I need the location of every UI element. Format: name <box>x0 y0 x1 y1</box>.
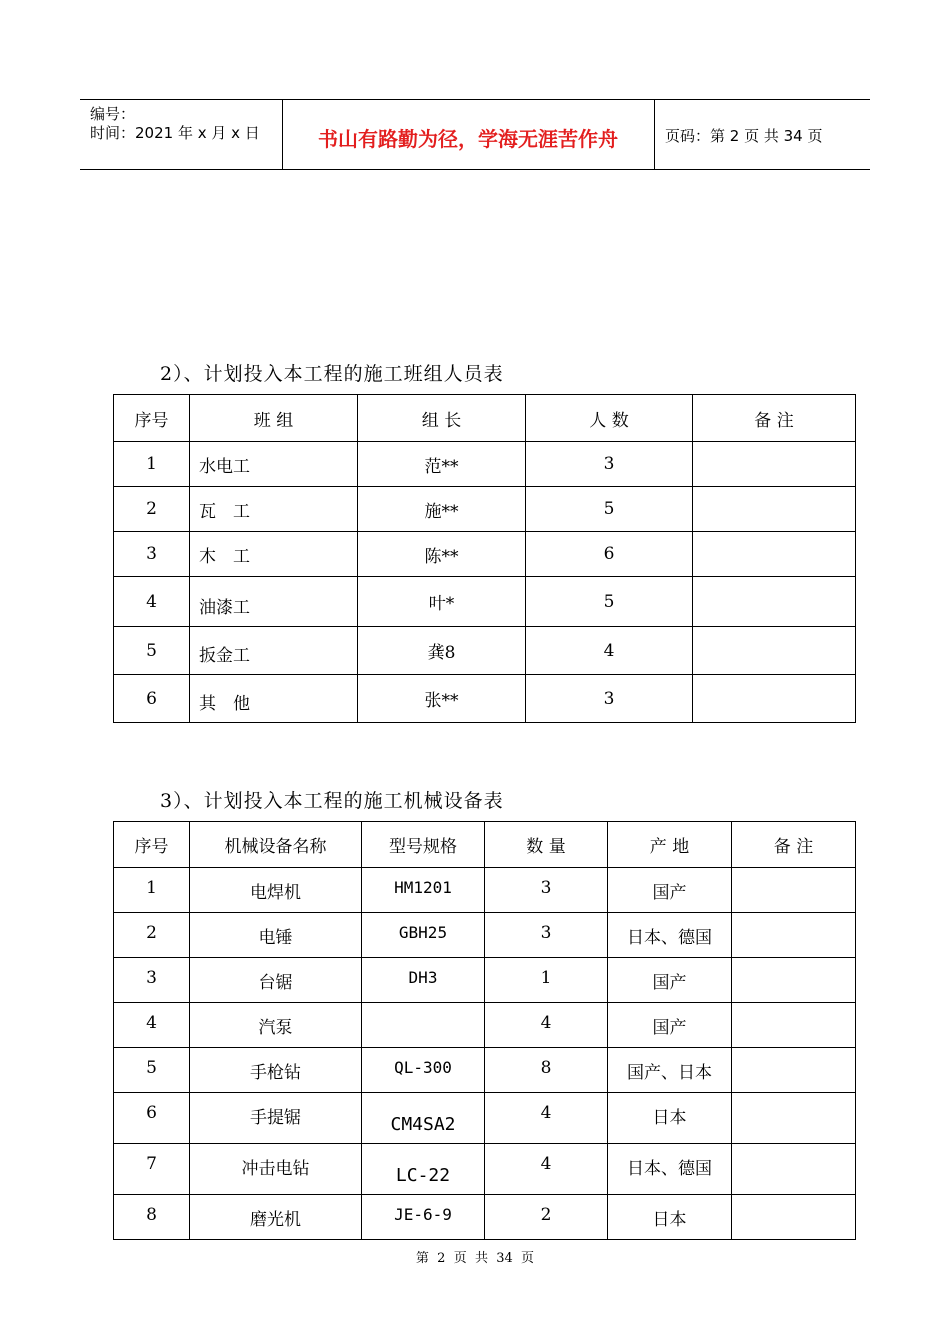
table-row <box>114 1093 856 1144</box>
table-row <box>114 1048 856 1093</box>
table-cell: 3 <box>485 868 608 913</box>
table-cell: LC-22 <box>362 1144 485 1195</box>
table-cell: 5 <box>114 1048 190 1093</box>
section2-title: 2）、计划投入本工程的施工班组人员表 <box>160 363 504 385</box>
table-cell: 2 <box>485 1195 608 1240</box>
motto-text: 书山有路勤为径，学海无涯苦作舟 <box>318 127 618 151</box>
table-cell: 水电工 <box>190 442 358 487</box>
page-footer: 第 2 页 共 34 页 <box>415 1251 535 1266</box>
page-header <box>80 99 870 170</box>
equipment-header-cell: 机械设备名称 <box>190 822 362 868</box>
table-cell: 2 <box>114 913 190 958</box>
table-cell: 2 <box>114 487 190 532</box>
table-cell: 4 <box>526 627 693 675</box>
table-cell: 3 <box>526 442 693 487</box>
table-cell: 6 <box>114 675 190 723</box>
table-cell <box>732 1144 856 1195</box>
table-cell: 4 <box>485 1003 608 1048</box>
equipment-table <box>113 821 856 1240</box>
table-cell: 电锤 <box>190 913 362 958</box>
table-row <box>114 532 856 577</box>
equipment-header-cell: 产 地 <box>608 822 732 868</box>
table-cell: 其 他 <box>190 675 358 723</box>
document-time-label: 时间：2021 年 x 月 x 日 <box>90 124 260 142</box>
table-cell: 电焊机 <box>190 868 362 913</box>
page-indicator: 页码：第 2 页 共 34 页 <box>665 127 823 145</box>
table-cell: 木 工 <box>190 532 358 577</box>
table-row <box>114 577 856 627</box>
table-row <box>114 627 856 675</box>
table-cell: 国产 <box>608 958 732 1003</box>
table-cell <box>732 1195 856 1240</box>
table-cell: 扳金工 <box>190 627 358 675</box>
table-cell: 日本、德国 <box>608 1144 732 1195</box>
table-cell: 冲击电钻 <box>190 1144 362 1195</box>
equipment-header-cell: 数 量 <box>485 822 608 868</box>
table-cell: 叶* <box>358 577 526 627</box>
table-cell: 8 <box>485 1048 608 1093</box>
crew-table <box>113 394 856 723</box>
table-cell <box>693 487 856 532</box>
crew-header-cell: 备 注 <box>693 395 856 442</box>
equipment-header-cell: 序号 <box>114 822 190 868</box>
table-cell <box>732 1093 856 1144</box>
table-row <box>114 675 856 723</box>
table-cell: 8 <box>114 1195 190 1240</box>
table-cell: 5 <box>526 487 693 532</box>
table-row <box>114 1195 856 1240</box>
table-cell: 施** <box>358 487 526 532</box>
table-cell: 1 <box>114 868 190 913</box>
crew-header-cell: 人 数 <box>526 395 693 442</box>
document-number-label: 编号： <box>90 105 136 123</box>
table-cell: 1 <box>485 958 608 1003</box>
header-motto-cell <box>282 100 655 169</box>
table-cell <box>362 1003 485 1048</box>
table-cell: CM4SA2 <box>362 1093 485 1144</box>
table-cell: 瓦 工 <box>190 487 358 532</box>
table-cell: 1 <box>114 442 190 487</box>
table-cell: 7 <box>114 1144 190 1195</box>
equipment-table-header-row <box>114 822 856 868</box>
table-cell: 3 <box>114 958 190 1003</box>
table-cell: 5 <box>526 577 693 627</box>
table-cell <box>732 1048 856 1093</box>
table-cell: 日本 <box>608 1093 732 1144</box>
table-cell <box>693 627 856 675</box>
header-info-cell <box>80 100 283 169</box>
table-row <box>114 487 856 532</box>
table-cell <box>732 1003 856 1048</box>
table-cell: 龚8 <box>358 627 526 675</box>
table-cell: DH3 <box>362 958 485 1003</box>
crew-header-cell: 班 组 <box>190 395 358 442</box>
equipment-header-cell: 型号规格 <box>362 822 485 868</box>
table-cell: 国产、日本 <box>608 1048 732 1093</box>
table-cell: 国产 <box>608 1003 732 1048</box>
table-cell <box>732 868 856 913</box>
table-row <box>114 958 856 1003</box>
table-cell: QL-300 <box>362 1048 485 1093</box>
table-cell <box>693 442 856 487</box>
table-cell: 4 <box>114 577 190 627</box>
crew-header-cell: 序号 <box>114 395 190 442</box>
table-cell: GBH25 <box>362 913 485 958</box>
table-cell: 4 <box>485 1093 608 1144</box>
section3-title: 3）、计划投入本工程的施工机械设备表 <box>160 790 504 812</box>
table-row <box>114 1144 856 1195</box>
table-cell: 4 <box>114 1003 190 1048</box>
table-row <box>114 868 856 913</box>
table-cell: 3 <box>526 675 693 723</box>
table-cell: 手枪钻 <box>190 1048 362 1093</box>
table-cell: 范** <box>358 442 526 487</box>
table-cell: 6 <box>114 1093 190 1144</box>
table-cell: 汽泵 <box>190 1003 362 1048</box>
table-cell: 张** <box>358 675 526 723</box>
table-row <box>114 1003 856 1048</box>
table-cell <box>693 532 856 577</box>
table-cell: JE-6-9 <box>362 1195 485 1240</box>
table-cell: 台锯 <box>190 958 362 1003</box>
table-cell: 日本 <box>608 1195 732 1240</box>
table-cell: 陈** <box>358 532 526 577</box>
table-cell: 国产 <box>608 868 732 913</box>
table-cell: 6 <box>526 532 693 577</box>
table-cell <box>732 913 856 958</box>
table-row <box>114 442 856 487</box>
crew-table-header-row <box>114 395 856 442</box>
table-cell: 3 <box>485 913 608 958</box>
table-cell: 手提锯 <box>190 1093 362 1144</box>
table-cell: 日本、德国 <box>608 913 732 958</box>
crew-header-cell: 组 长 <box>358 395 526 442</box>
table-cell <box>732 958 856 1003</box>
table-cell: 4 <box>485 1144 608 1195</box>
header-page-cell <box>655 100 870 169</box>
table-cell <box>693 577 856 627</box>
table-cell: 3 <box>114 532 190 577</box>
table-cell: 磨光机 <box>190 1195 362 1240</box>
table-cell <box>693 675 856 723</box>
table-cell: HM1201 <box>362 868 485 913</box>
equipment-header-cell: 备 注 <box>732 822 856 868</box>
table-cell: 油漆工 <box>190 577 358 627</box>
table-cell: 5 <box>114 627 190 675</box>
table-row <box>114 913 856 958</box>
